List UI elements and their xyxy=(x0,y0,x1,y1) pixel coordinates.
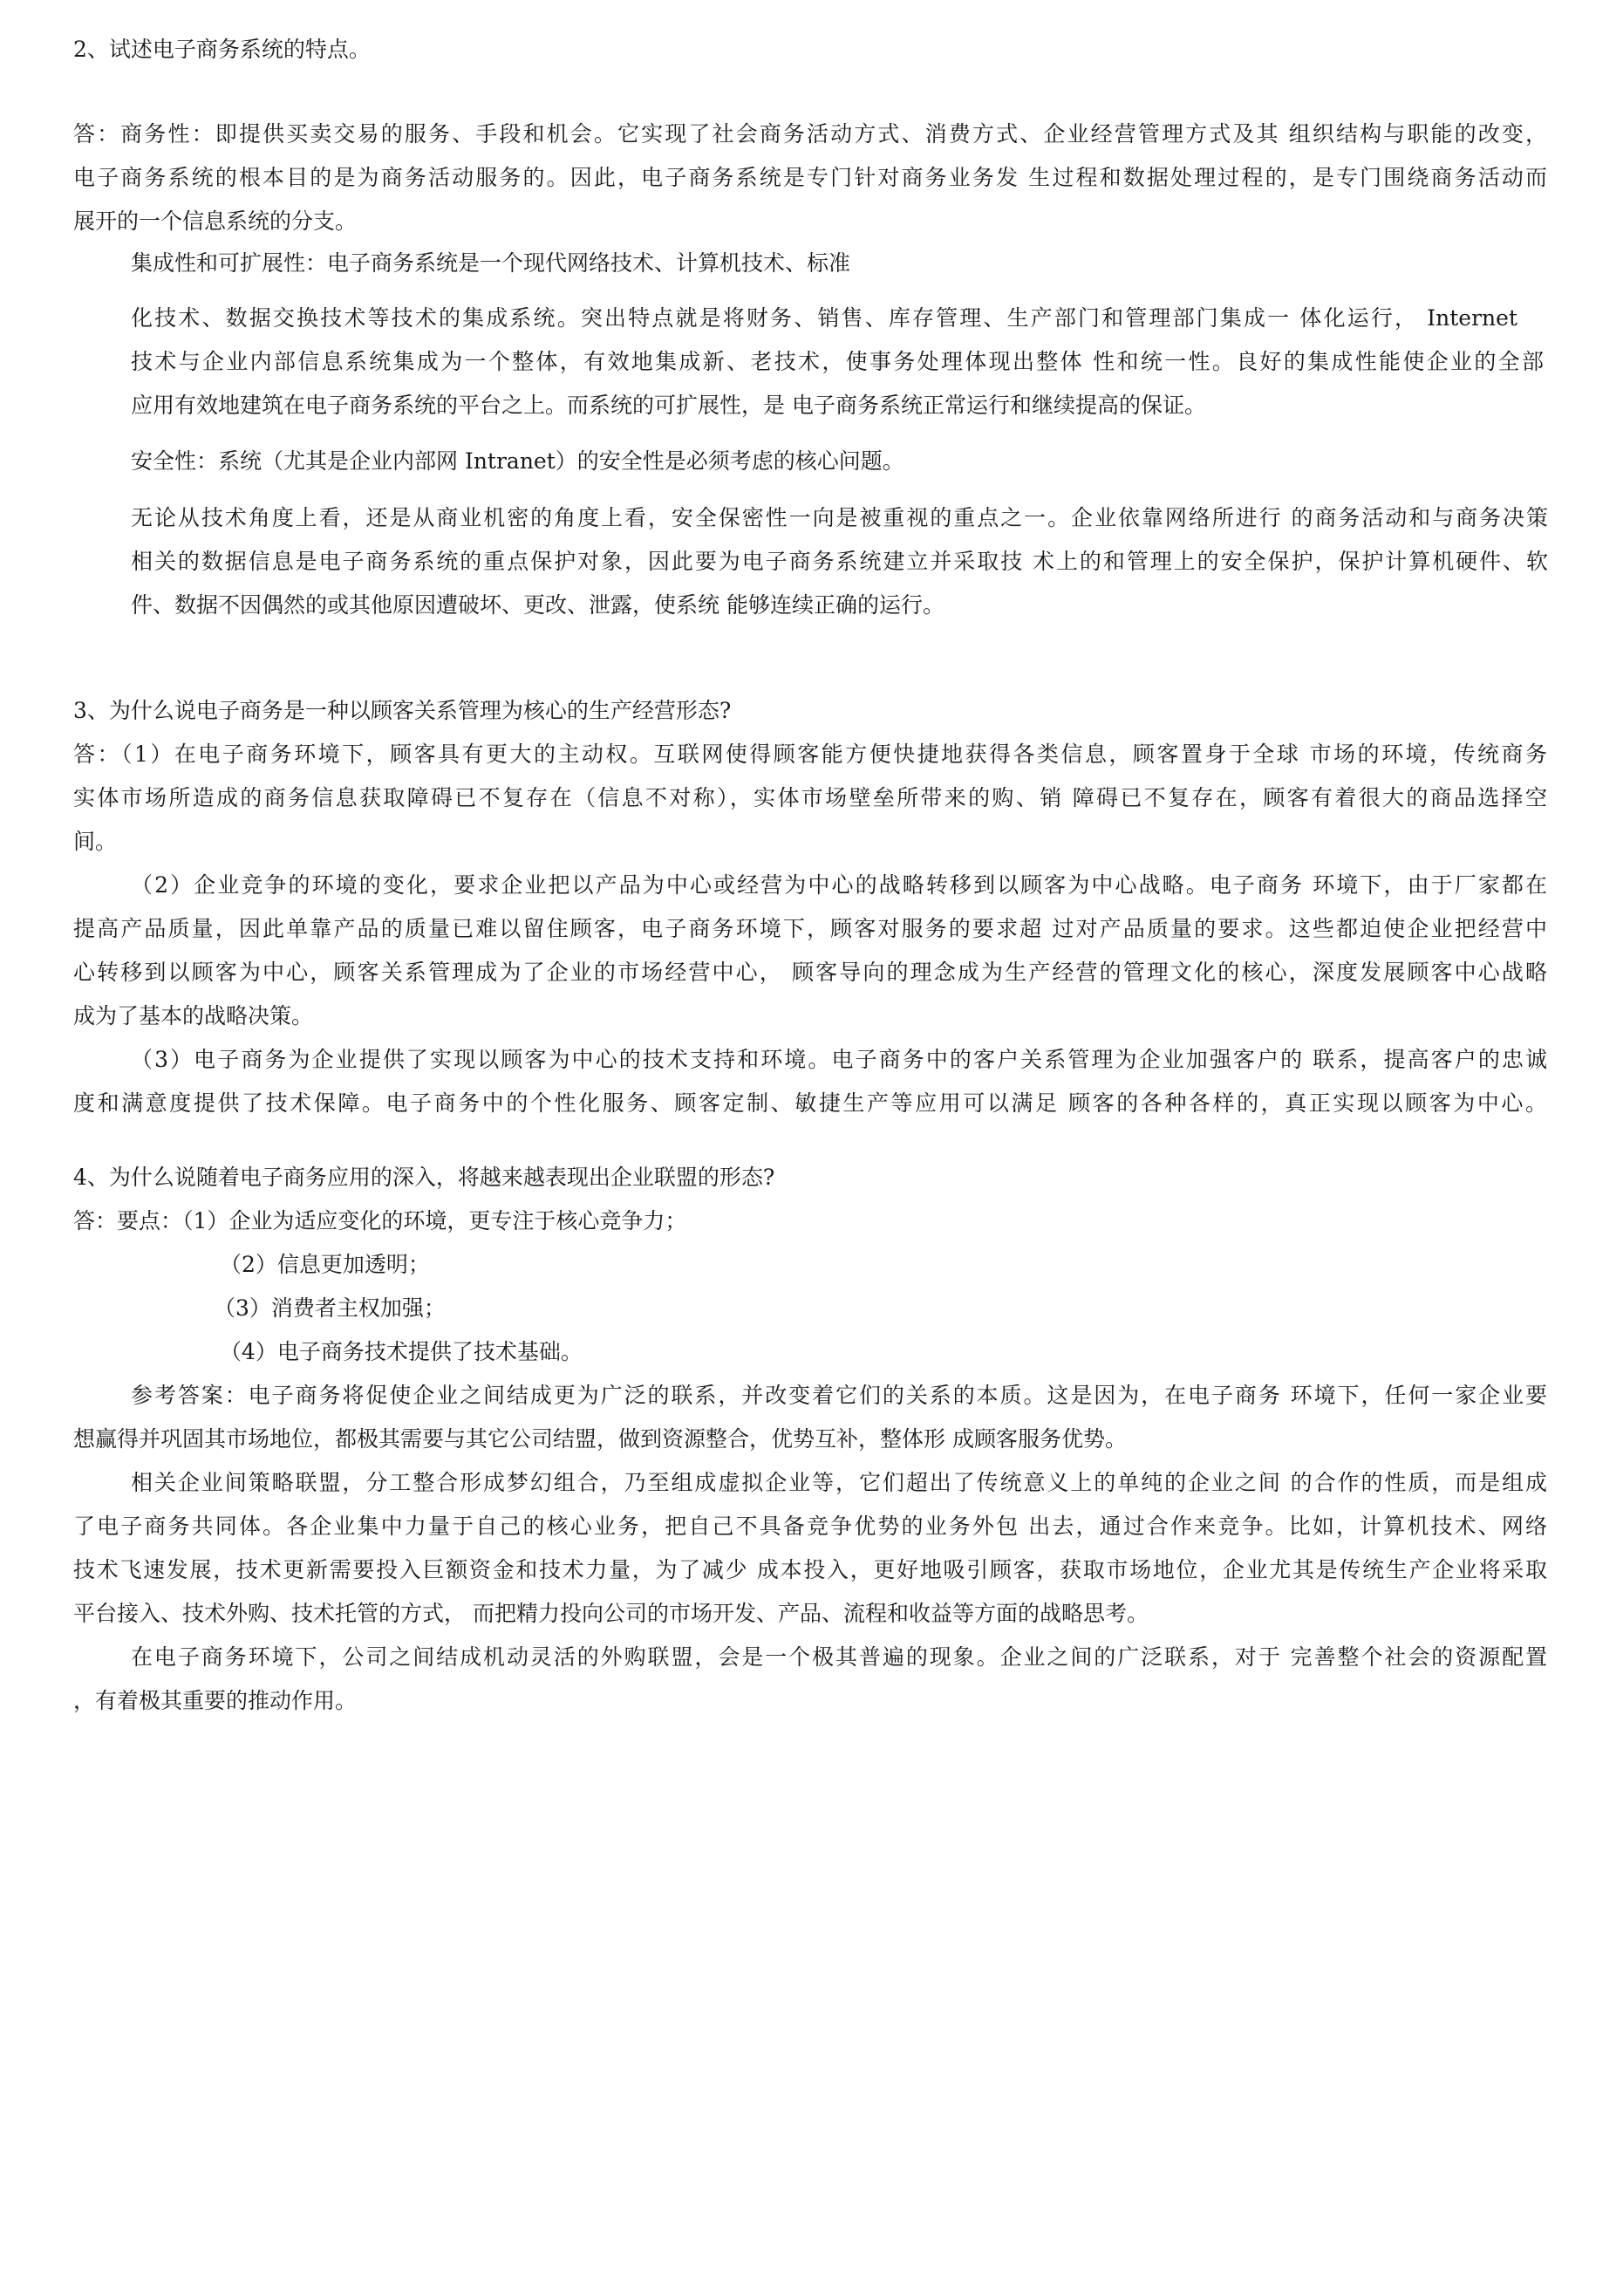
q3-p2-line-4: 成为了基本的战略决策。 xyxy=(73,1003,314,1028)
q2-security-line-2: 无论从技术角度上看，还是从商业机密的角度上看，安全保密性一向是被重视的重点之一。企业依靠网络所进行 的商务活动和与商务决策 xyxy=(131,505,1548,530)
q2-answer-line-1: 答：商务性：即提供买卖交易的服务、手段和机会。它实现了社会商务活动方式、消费方式、企业经营管理方式及其 组织结构与职能的改变， xyxy=(73,121,1547,147)
q2-security-line-4: 件、数据不因偶然的或其他原因遭破坏、更改、泄露，使系统 能够连续正确的运行。 xyxy=(131,592,944,618)
q4-ref-line-2: 想赢得并巩固其市场地位，都极其需要与其它公司结盟，做到资源整合，优势互补，整体形 成顾客服务优势。 xyxy=(73,1426,1127,1452)
q4-final-line-2: ，有着极其重要的推动作用。 xyxy=(73,1688,358,1713)
q2-title: 2、试述电子商务系统的特点。 xyxy=(73,37,371,62)
q3-title: 3、为什么说电子商务是一种以顾客关系管理为核心的生产经营形态? xyxy=(73,698,732,723)
q2-answer-line-2: 电子商务系统的根本目的是为商务活动服务的。因此，电子商务系统是专门针对商务业务发 生过程和数据处理过程的，是专门围绕商务活动而 xyxy=(73,165,1547,190)
q2-security-line-3: 相关的数据信息是电子商务系统的重点保护对象，因此要为电子商务系统建立并采取技 术上的和管理上的安全保护，保护计算机硬件、软 xyxy=(131,549,1548,574)
q4-ref-line-1: 参考答案：电子商务将促使企业之间结成更为广泛的联系，并改变着它们的关系的本质。这是因为，在电子商务 环境下，任何一家企业要 xyxy=(131,1383,1547,1408)
q2-integration-line-2: 化技术、数据交换技术等技术的集成系统。突出特点就是将财务、销售、库存管理、生产部门和管理部门集成一 体化运行， Internet xyxy=(131,305,1517,331)
q3-p2-line-3: 心转移到以顾客为中心，顾客关系管理成为了企业的市场经营中心， 顾客导向的理念成为生产经营的管理文化的核心，深度发展顾客中心战略 xyxy=(73,960,1547,985)
q4-point-4: （4）电子商务技术提供了技术基础。 xyxy=(220,1339,583,1364)
q4-point-3: （3）消费者主权加强； xyxy=(214,1295,446,1321)
q4-alliance-line-3: 技术飞速发展，技术更新需要投入巨额资金和技术力量，为了减少 成本投入，更好地吸引顾客，获取市场地位，企业尤其是传统生产企业将采取 xyxy=(73,1557,1547,1582)
q3-p3-line-2: 度和满意度提供了技术保障。电子商务中的个性化服务、顾客定制、敏捷生产等应用可以满足 顾客的各种各样的，真正实现以顾客为中心。 xyxy=(73,1090,1547,1116)
q4-title: 4、为什么说随着电子商务应用的深入，将越来越表现出企业联盟的形态? xyxy=(73,1165,775,1190)
q2-integration-line-3: 技术与企业内部信息系统集成为一个整体，有效地集成新、老技术，使事务处理体现出整体 性和统一性。良好的集成性能使企业的全部 xyxy=(131,349,1544,374)
q3-p1-line-1: 答：（1）在电子商务环境下，顾客具有更大的主动权。互联网使得顾客能方便快捷地获得各类信息，顾客置身于全球 市场的环境，传统商务 xyxy=(73,741,1547,767)
q4-alliance-line-1: 相关企业间策略联盟，分工整合形成梦幻组合，乃至组成虚拟企业等，它们超出了传统意义上的单纯的企业之间 的合作的性质，而是组成 xyxy=(131,1470,1547,1495)
q2-security-line-1: 安全性：系统（尤其是企业内部网 Intranet）的安全性是必须考虑的核心问题。 xyxy=(131,448,904,474)
q2-integration-line-1: 集成性和可扩展性：电子商务系统是一个现代网络技术、计算机技术、标准 xyxy=(131,250,851,276)
q3-p3-line-1: （3）电子商务为企业提供了实现以顾客为中心的技术支持和环境。电子商务中的客户关系管理为企业加强客户的 联系，提高客户的忠诚 xyxy=(131,1047,1547,1072)
q4-final-line-1: 在电子商务环境下，公司之间结成机动灵活的外购联盟，会是一个极其普遍的现象。企业之间的广泛联系，对于 完善整个社会的资源配置 xyxy=(131,1644,1547,1670)
q3-p1-line-2: 实体市场所造成的商务信息获取障碍已不复存在（信息不对称），实体市场壁垒所带来的购、销 障碍已不复存在，顾客有着很大的商品选择空 xyxy=(73,785,1547,810)
q4-alliance-line-4: 平台接入、技术外购、技术托管的方式， 而把精力投向公司的市场开发、产品、流程和收益等方面的战略思考。 xyxy=(73,1601,1149,1626)
q4-point-2: （2）信息更加透明； xyxy=(220,1252,430,1277)
q3-p2-line-1: （2）企业竞争的环境的变化，要求企业把以产品为中心或经营为中心的战略转移到以顾客为中心战略。电子商务 环境下，由于厂家都在 xyxy=(131,872,1547,898)
q4-point-1: 答：要点：（1）企业为适应变化的环境，更专注于核心竞争力； xyxy=(73,1208,687,1233)
q3-p1-line-3: 间。 xyxy=(73,829,118,854)
q2-integration-line-4: 应用有效地建筑在电子商务系统的平台之上。而系统的可扩展性，是 电子商务系统正常运行和继续提高的保证。 xyxy=(131,393,1206,418)
q3-p2-line-2: 提高产品质量，因此单靠产品的质量已难以留住顾客，电子商务环境下，顾客对服务的要求超 过对产品质量的要求。这些都迫使企业把经营中 xyxy=(73,916,1547,941)
q4-alliance-line-2: 了电子商务共同体。各企业集中力量于自己的核心业务，把自己不具备竞争优势的业务外包 出去，通过合作来竞争。比如，计算机技术、网络 xyxy=(73,1514,1547,1539)
q2-answer-line-3: 展开的一个信息系统的分支。 xyxy=(73,208,358,234)
